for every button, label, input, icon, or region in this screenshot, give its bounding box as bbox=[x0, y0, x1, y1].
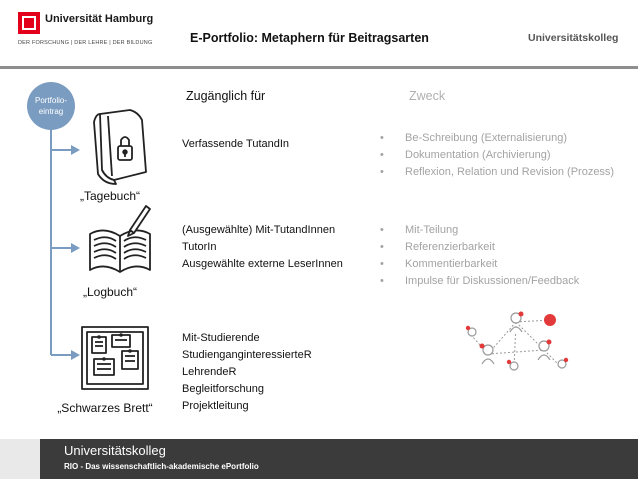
people-network-icon bbox=[458, 306, 578, 384]
purpose-entry: • Be-Schreibung (Externalisierung) bbox=[380, 130, 630, 147]
access-entry: LehrendeR bbox=[182, 366, 237, 378]
item-label-pinboard: „Schwarzes Brett“ bbox=[57, 401, 153, 415]
access-entry: Projektleitung bbox=[182, 400, 249, 412]
slide-title: E-Portfolio: Metaphern für Beitragsarten bbox=[190, 31, 429, 45]
purpose-entry: • Reflexion, Relation und Revision (Prozess) bbox=[380, 164, 630, 181]
university-logo-title: Universität Hamburg bbox=[45, 13, 154, 25]
column-header-purpose: Zweck bbox=[409, 89, 446, 103]
portfolio-entry-badge bbox=[27, 82, 75, 130]
access-entry: StudienganginteressierteR bbox=[182, 349, 312, 361]
access-entry: (Ausgewählte) Mit-TutandInnen bbox=[182, 224, 336, 236]
university-logo-subtitle: DER FORSCHUNG | DER LEHRE | DER BILDUNG bbox=[18, 40, 153, 46]
access-list-pinboard bbox=[182, 330, 312, 415]
access-entry: TutorIn bbox=[182, 241, 217, 253]
diary-lock-icon bbox=[86, 106, 152, 186]
portfolio-entry-badge-label: Portfolio-eintrag bbox=[34, 96, 67, 116]
purpose-list-diary bbox=[380, 130, 630, 181]
access-entry: Mit-Studierende bbox=[182, 332, 260, 344]
footer-subtitle: RIO - Das wissenschaftlich-akademische ePortfolio bbox=[64, 462, 259, 471]
item-label-diary: „Tagebuch“ bbox=[79, 189, 141, 203]
access-list-logbook bbox=[182, 222, 343, 273]
purpose-entry: • Kommentierbarkeit bbox=[380, 256, 630, 273]
purpose-entry: • Dokumentation (Archivierung) bbox=[380, 147, 630, 164]
pinboard-icon bbox=[78, 321, 154, 395]
purpose-entry: • Mit-Teilung bbox=[380, 222, 630, 239]
purpose-entry: • Referenzierbarkeit bbox=[380, 239, 630, 256]
access-entry: Verfassende TutandIn bbox=[182, 138, 290, 150]
column-header-access: Zugänglich für bbox=[186, 89, 266, 103]
footer-title: Universitätskolleg bbox=[64, 443, 166, 458]
access-entry: Ausgewählte externe LeserInnen bbox=[182, 258, 343, 270]
access-list-diary bbox=[182, 136, 289, 153]
open-book-icon bbox=[84, 200, 156, 278]
item-label-logbook: „Logbuch“ bbox=[82, 285, 138, 299]
purpose-entry: • Impulse für Diskussionen/Feedback bbox=[380, 273, 630, 290]
kolleg-logo: Universitätskolleg bbox=[528, 32, 619, 44]
access-entry: Begleitforschung bbox=[182, 383, 264, 395]
purpose-list-logbook bbox=[380, 222, 630, 290]
